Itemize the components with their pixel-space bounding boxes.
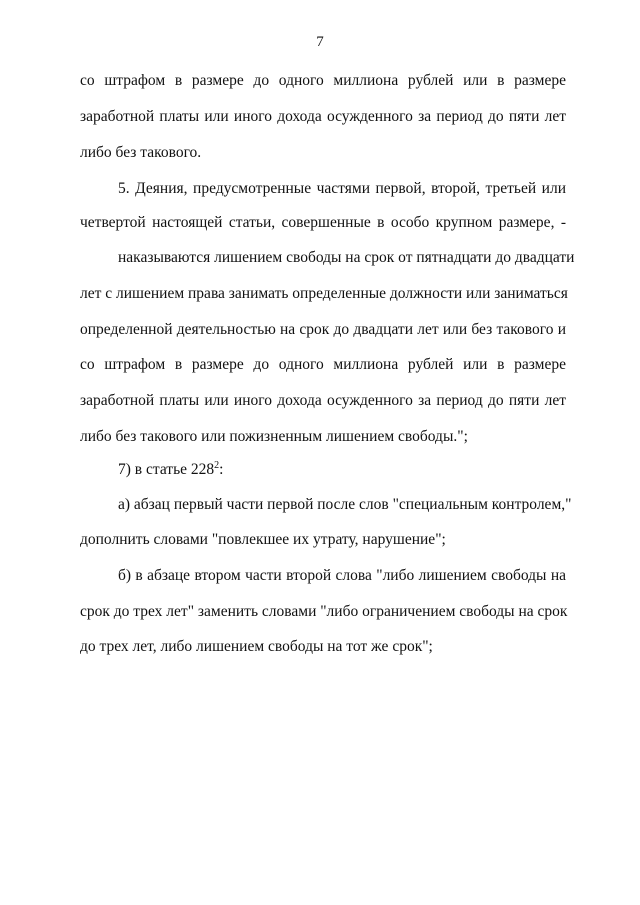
text-line: срок до трех лет" заменить словами "либо ограничением свободы на срок: [80, 603, 568, 620]
text-line: определенной деятельностью на срок до двадцати лет или без такового и: [80, 321, 566, 338]
text-line: заработной платы или иного дохода осужденного за период до пяти лет: [80, 392, 566, 409]
text-line: наказываются лишением свободы на срок от пятнадцати до двадцати: [118, 249, 575, 266]
item-7-suffix: :: [219, 461, 224, 478]
text-line: лет с лишением права занимать определенные должности или заниматься: [80, 285, 568, 302]
item-7-superscript: 2: [214, 459, 220, 471]
text-line: со штрафом в размере до одного миллиона рублей или в размере: [80, 72, 566, 89]
subitem-b-first-line: б) в абзаце втором части второй слова "либо лишением свободы на: [118, 567, 566, 584]
text-line: до трех лет, либо лишением свободы на тот же срок";: [80, 638, 433, 655]
text-line: четвертой настоящей статьи, совершенные в особо крупном размере, -: [80, 214, 566, 231]
text-line: со штрафом в размере до одного миллиона рублей или в размере: [80, 356, 566, 373]
paragraph-5-first-line: 5. Деяния, предусмотренные частями первой, второй, третьей или: [118, 180, 566, 197]
item-7-text: 7) в статье 228: [118, 461, 215, 478]
text-line: дополнить словами "повлекшее их утрату, нарушение";: [80, 531, 446, 548]
item-7-heading: [118, 460, 566, 480]
subitem-a-first-line: а) абзац первый части первой после слов "специальным контролем,": [118, 496, 572, 513]
page-number: 7: [316, 34, 324, 50]
text-line: либо без такового.: [80, 144, 202, 161]
text-line: заработной платы или иного дохода осужденного за период до пяти лет: [80, 108, 566, 125]
text-line: либо без такового или пожизненным лишением свободы.";: [80, 428, 468, 445]
